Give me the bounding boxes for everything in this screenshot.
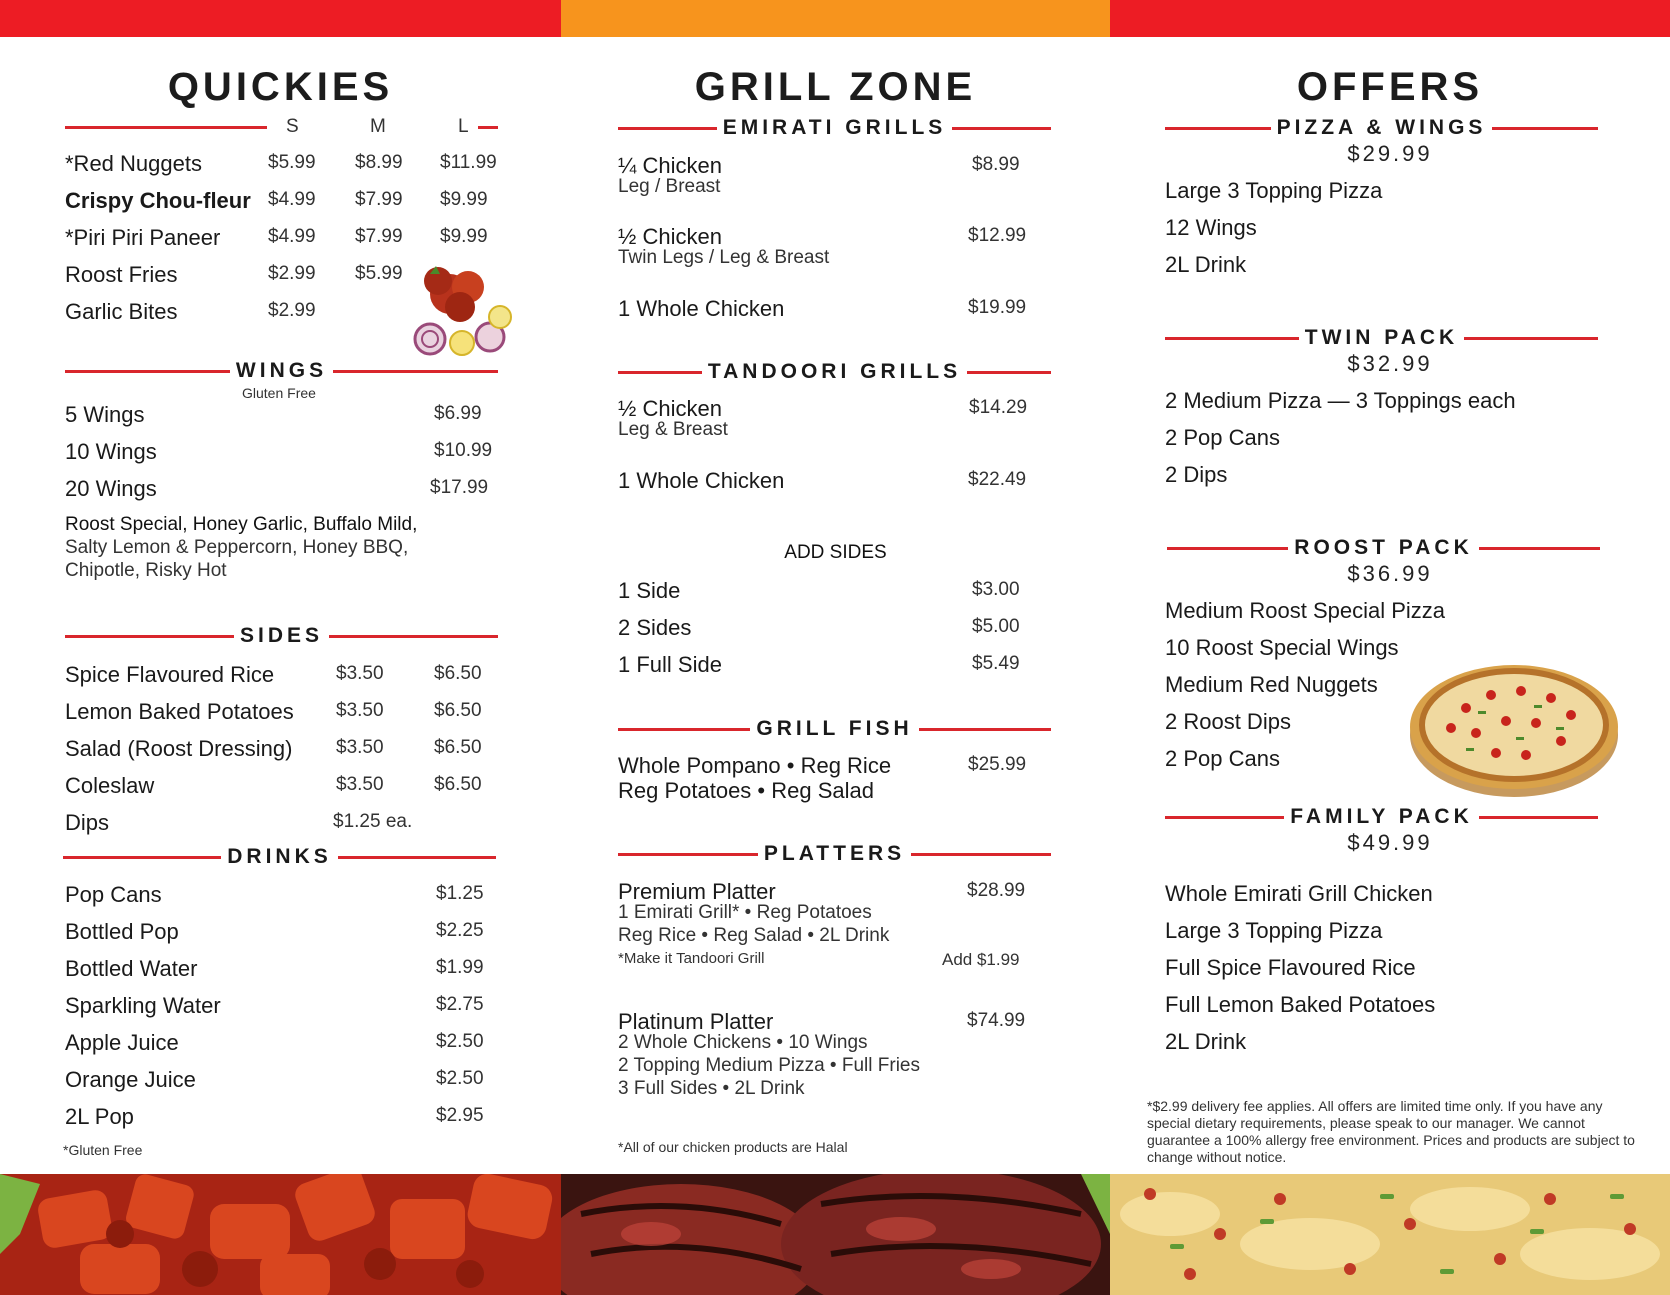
drinks-item-name: Orange Juice: [65, 1067, 196, 1092]
drinks-item-price: $2.50: [436, 1068, 484, 1089]
wings-heading: WINGS: [65, 359, 498, 383]
drinks-item-price: $1.25: [436, 883, 484, 904]
emirati-item-name: ½ Chicken: [618, 224, 722, 249]
premium-platter-line: Reg Rice • Reg Salad • 2L Drink: [618, 925, 890, 946]
pizza-closeup-photo: [1110, 1174, 1670, 1295]
add-sides-item-price: $3.00: [972, 579, 1020, 600]
sides-item-price-full: $6.50: [434, 774, 482, 795]
sides-item-name: Lemon Baked Potatoes: [65, 699, 294, 724]
platinum-platter-line: 2 Whole Chickens • 10 Wings: [618, 1032, 868, 1053]
quickies-item-price-s: $2.99: [268, 263, 316, 284]
top-bar-red-right: [1110, 0, 1670, 37]
tandoori-upgrade-note: *Make it Tandoori Grill: [618, 950, 765, 967]
drinks-item-name: 2L Pop: [65, 1104, 134, 1129]
emirati-item-name: 1 Whole Chicken: [618, 296, 785, 321]
offer-item: Full Lemon Baked Potatoes: [1165, 992, 1436, 1017]
drinks-item-name: Sparkling Water: [65, 993, 221, 1018]
quickies-item-price-m: $7.99: [355, 226, 403, 247]
quickies-item-name: Roost Fries: [65, 262, 178, 287]
twin-pack-heading: TWIN PACK: [1165, 326, 1598, 350]
drinks-heading: DRINKS: [63, 845, 496, 869]
wings-subtitle: Gluten Free: [242, 385, 316, 401]
quickies-item-price-s: $4.99: [268, 189, 316, 210]
quickies-item-price-s: $4.99: [268, 226, 316, 247]
sides-item-name: Coleslaw: [65, 773, 155, 798]
pizza-image: [1406, 653, 1622, 801]
sides-item-price-reg: $3.50: [336, 737, 384, 758]
add-sides-item-name: 1 Full Side: [618, 652, 722, 677]
red-nuggets-image: [400, 259, 520, 359]
top-bar-red-left: [0, 0, 561, 37]
grill-fish-line: Whole Pompano • Reg Rice: [618, 753, 892, 778]
pizza-wings-price: $29.99: [1347, 141, 1433, 166]
wings-flavours-line: Chipotle, Risky Hot: [65, 560, 227, 581]
sides-item-price-reg: $3.50: [336, 663, 384, 684]
sides-item-price-reg: $3.50: [336, 700, 384, 721]
roost-pack-heading: ROOST PACK: [1167, 536, 1600, 560]
offer-item: 2 Dips: [1165, 462, 1228, 487]
tandoori-item-price: $22.49: [968, 469, 1027, 490]
offers-title: OFFERS: [1296, 65, 1484, 109]
emirati-item-price: $8.99: [972, 154, 1020, 175]
add-sides-heading: ADD SIDES: [784, 542, 887, 563]
offer-item: Large 3 Topping Pizza: [1165, 918, 1383, 943]
tandoori-upgrade-price: Add $1.99: [942, 950, 1020, 969]
quickies-item-price-m: $8.99: [355, 152, 403, 173]
wings-flavours-line: Salty Lemon & Peppercorn, Honey BBQ,: [65, 537, 409, 558]
grill-fish-line: Reg Potatoes • Reg Salad: [618, 778, 874, 803]
quickies-item-price-m: $7.99: [355, 189, 403, 210]
drinks-item-name: Apple Juice: [65, 1030, 179, 1055]
sides-item-name: Dips: [65, 810, 110, 835]
drinks-item-price: $1.99: [436, 957, 484, 978]
emirati-item-desc: Leg / Breast: [618, 176, 721, 197]
quickies-item-price-l: $11.99: [440, 152, 497, 173]
halal-footnote: *All of our chicken products are Halal: [618, 1139, 848, 1155]
offers-column: [1110, 37, 1670, 1174]
sides-item-name: Spice Flavoured Rice: [65, 662, 275, 687]
sides-item-price-full: $6.50: [434, 737, 482, 758]
premium-platter-line: 1 Emirati Grill* • Reg Potatoes: [618, 902, 872, 923]
size-header-l: L: [458, 116, 469, 137]
size-header-m: M: [370, 116, 386, 137]
offer-item: 2 Roost Dips: [1165, 709, 1291, 734]
offer-item: 2L Drink: [1165, 1029, 1247, 1054]
quickies-item-name: Garlic Bites: [65, 299, 178, 324]
quickies-item-name: *Red Nuggets: [65, 151, 202, 176]
platinum-platter-line: 2 Topping Medium Pizza • Full Fries: [618, 1055, 920, 1076]
twin-pack-price: $32.99: [1347, 351, 1433, 376]
grill-zone-title: GRILL ZONE: [694, 65, 977, 109]
offer-item: 2 Pop Cans: [1165, 425, 1280, 450]
drinks-item-price: $2.25: [436, 920, 484, 941]
drinks-item-price: $2.75: [436, 994, 484, 1015]
size-header-s: S: [286, 116, 299, 137]
emirati-grills-heading: EMIRATI GRILLS: [618, 116, 1051, 140]
drinks-item-price: $2.50: [436, 1031, 484, 1052]
offer-item: Large 3 Topping Pizza: [1165, 178, 1383, 203]
offer-item: Whole Emirati Grill Chicken: [1165, 881, 1433, 906]
sides-item-name: Salad (Roost Dressing): [65, 736, 293, 761]
platinum-platter-price: $74.99: [967, 1010, 1026, 1031]
offer-item: 2 Pop Cans: [1165, 746, 1280, 771]
wings-item-name: 10 Wings: [65, 439, 157, 464]
drinks-item-price: $2.95: [436, 1105, 484, 1126]
grilled-chicken-photo: [561, 1174, 1110, 1295]
top-bar-orange: [561, 0, 1110, 37]
offer-item: Medium Roost Special Pizza: [1165, 598, 1446, 623]
offer-item: 10 Roost Special Wings: [1165, 635, 1399, 660]
quickies-rule-end: [478, 126, 498, 129]
gluten-free-footnote: *Gluten Free: [63, 1142, 143, 1158]
grill-fish-heading: GRILL FISH: [618, 717, 1051, 741]
sides-heading: SIDES: [65, 624, 498, 648]
add-sides-item-name: 2 Sides: [618, 615, 692, 640]
sides-item-price-full: $6.50: [434, 663, 482, 684]
tandoori-item-name: 1 Whole Chicken: [618, 468, 785, 493]
quickies-item-price-l: $9.99: [440, 189, 488, 210]
quickies-item-price-s: $2.99: [268, 300, 316, 321]
nuggets-photo: [0, 1174, 561, 1295]
platinum-platter-name: Platinum Platter: [618, 1009, 774, 1034]
quickies-column: [0, 37, 561, 1174]
quickies-item-price-s: $5.99: [268, 152, 316, 173]
family-pack-price: $49.99: [1347, 830, 1433, 855]
family-pack-heading: FAMILY PACK: [1165, 805, 1598, 829]
quickies-item-name: Crispy Chou-fleur: [65, 188, 251, 213]
emirati-item-name: ¼ Chicken: [618, 153, 722, 178]
emirati-item-price: $19.99: [968, 297, 1027, 318]
emirati-item-desc: Twin Legs / Leg & Breast: [618, 247, 830, 268]
grill-fish-price: $25.99: [968, 754, 1027, 775]
wings-flavours-line: Roost Special, Honey Garlic, Buffalo Mild,: [65, 514, 418, 535]
wings-item-price: $6.99: [434, 403, 482, 424]
drinks-item-name: Bottled Water: [65, 956, 198, 981]
sides-item-price-full: $6.50: [434, 700, 482, 721]
offer-item: 12 Wings: [1165, 215, 1257, 240]
grill-zone-column: [561, 37, 1110, 1174]
quickies-rule: [65, 126, 267, 129]
emirati-item-price: $12.99: [968, 225, 1027, 246]
offer-item: 2 Medium Pizza — 3 Toppings each: [1165, 388, 1516, 413]
add-sides-item-price: $5.49: [972, 653, 1020, 674]
wings-item-price: $10.99: [434, 440, 493, 461]
quickies-item-name: *Piri Piri Paneer: [65, 225, 221, 250]
tandoori-grills-heading: TANDOORI GRILLS: [618, 360, 1051, 384]
platters-heading: PLATTERS: [618, 842, 1051, 866]
wings-item-price: $17.99: [430, 477, 489, 498]
platinum-platter-line: 3 Full Sides • 2L Drink: [618, 1078, 805, 1099]
tandoori-item-desc: Leg & Breast: [618, 419, 728, 440]
sides-item-price-reg: $3.50: [336, 774, 384, 795]
premium-platter-name: Premium Platter: [618, 879, 776, 904]
pizza-wings-heading: PIZZA & WINGS: [1165, 116, 1598, 140]
roost-pack-price: $36.99: [1347, 561, 1433, 586]
quickies-item-price-m: $5.99: [355, 263, 403, 284]
drinks-item-name: Bottled Pop: [65, 919, 179, 944]
tandoori-item-price: $14.29: [969, 397, 1028, 418]
drinks-item-name: Pop Cans: [65, 882, 162, 907]
add-sides-item-price: $5.00: [972, 616, 1020, 637]
sides-item-price-reg: $1.25 ea.: [333, 811, 413, 832]
offer-item: 2L Drink: [1165, 252, 1247, 277]
wings-item-name: 20 Wings: [65, 476, 157, 501]
tandoori-item-name: ½ Chicken: [618, 396, 722, 421]
offer-item: Full Spice Flavoured Rice: [1165, 955, 1416, 980]
wings-item-name: 5 Wings: [65, 402, 145, 427]
offers-disclaimer: *$2.99 delivery fee applies. All offers are limited time only. If you have any special dietary requirements, please speak to our manager. We cannot guarantee a 100% allergy free environment. Prices and products are subject to change without notice.: [1147, 1098, 1635, 1165]
offer-item: Medium Red Nuggets: [1165, 672, 1378, 697]
quickies-title: QUICKIES: [167, 65, 394, 109]
quickies-item-price-l: $9.99: [440, 226, 488, 247]
premium-platter-price: $28.99: [967, 880, 1026, 901]
add-sides-item-name: 1 Side: [618, 578, 681, 603]
